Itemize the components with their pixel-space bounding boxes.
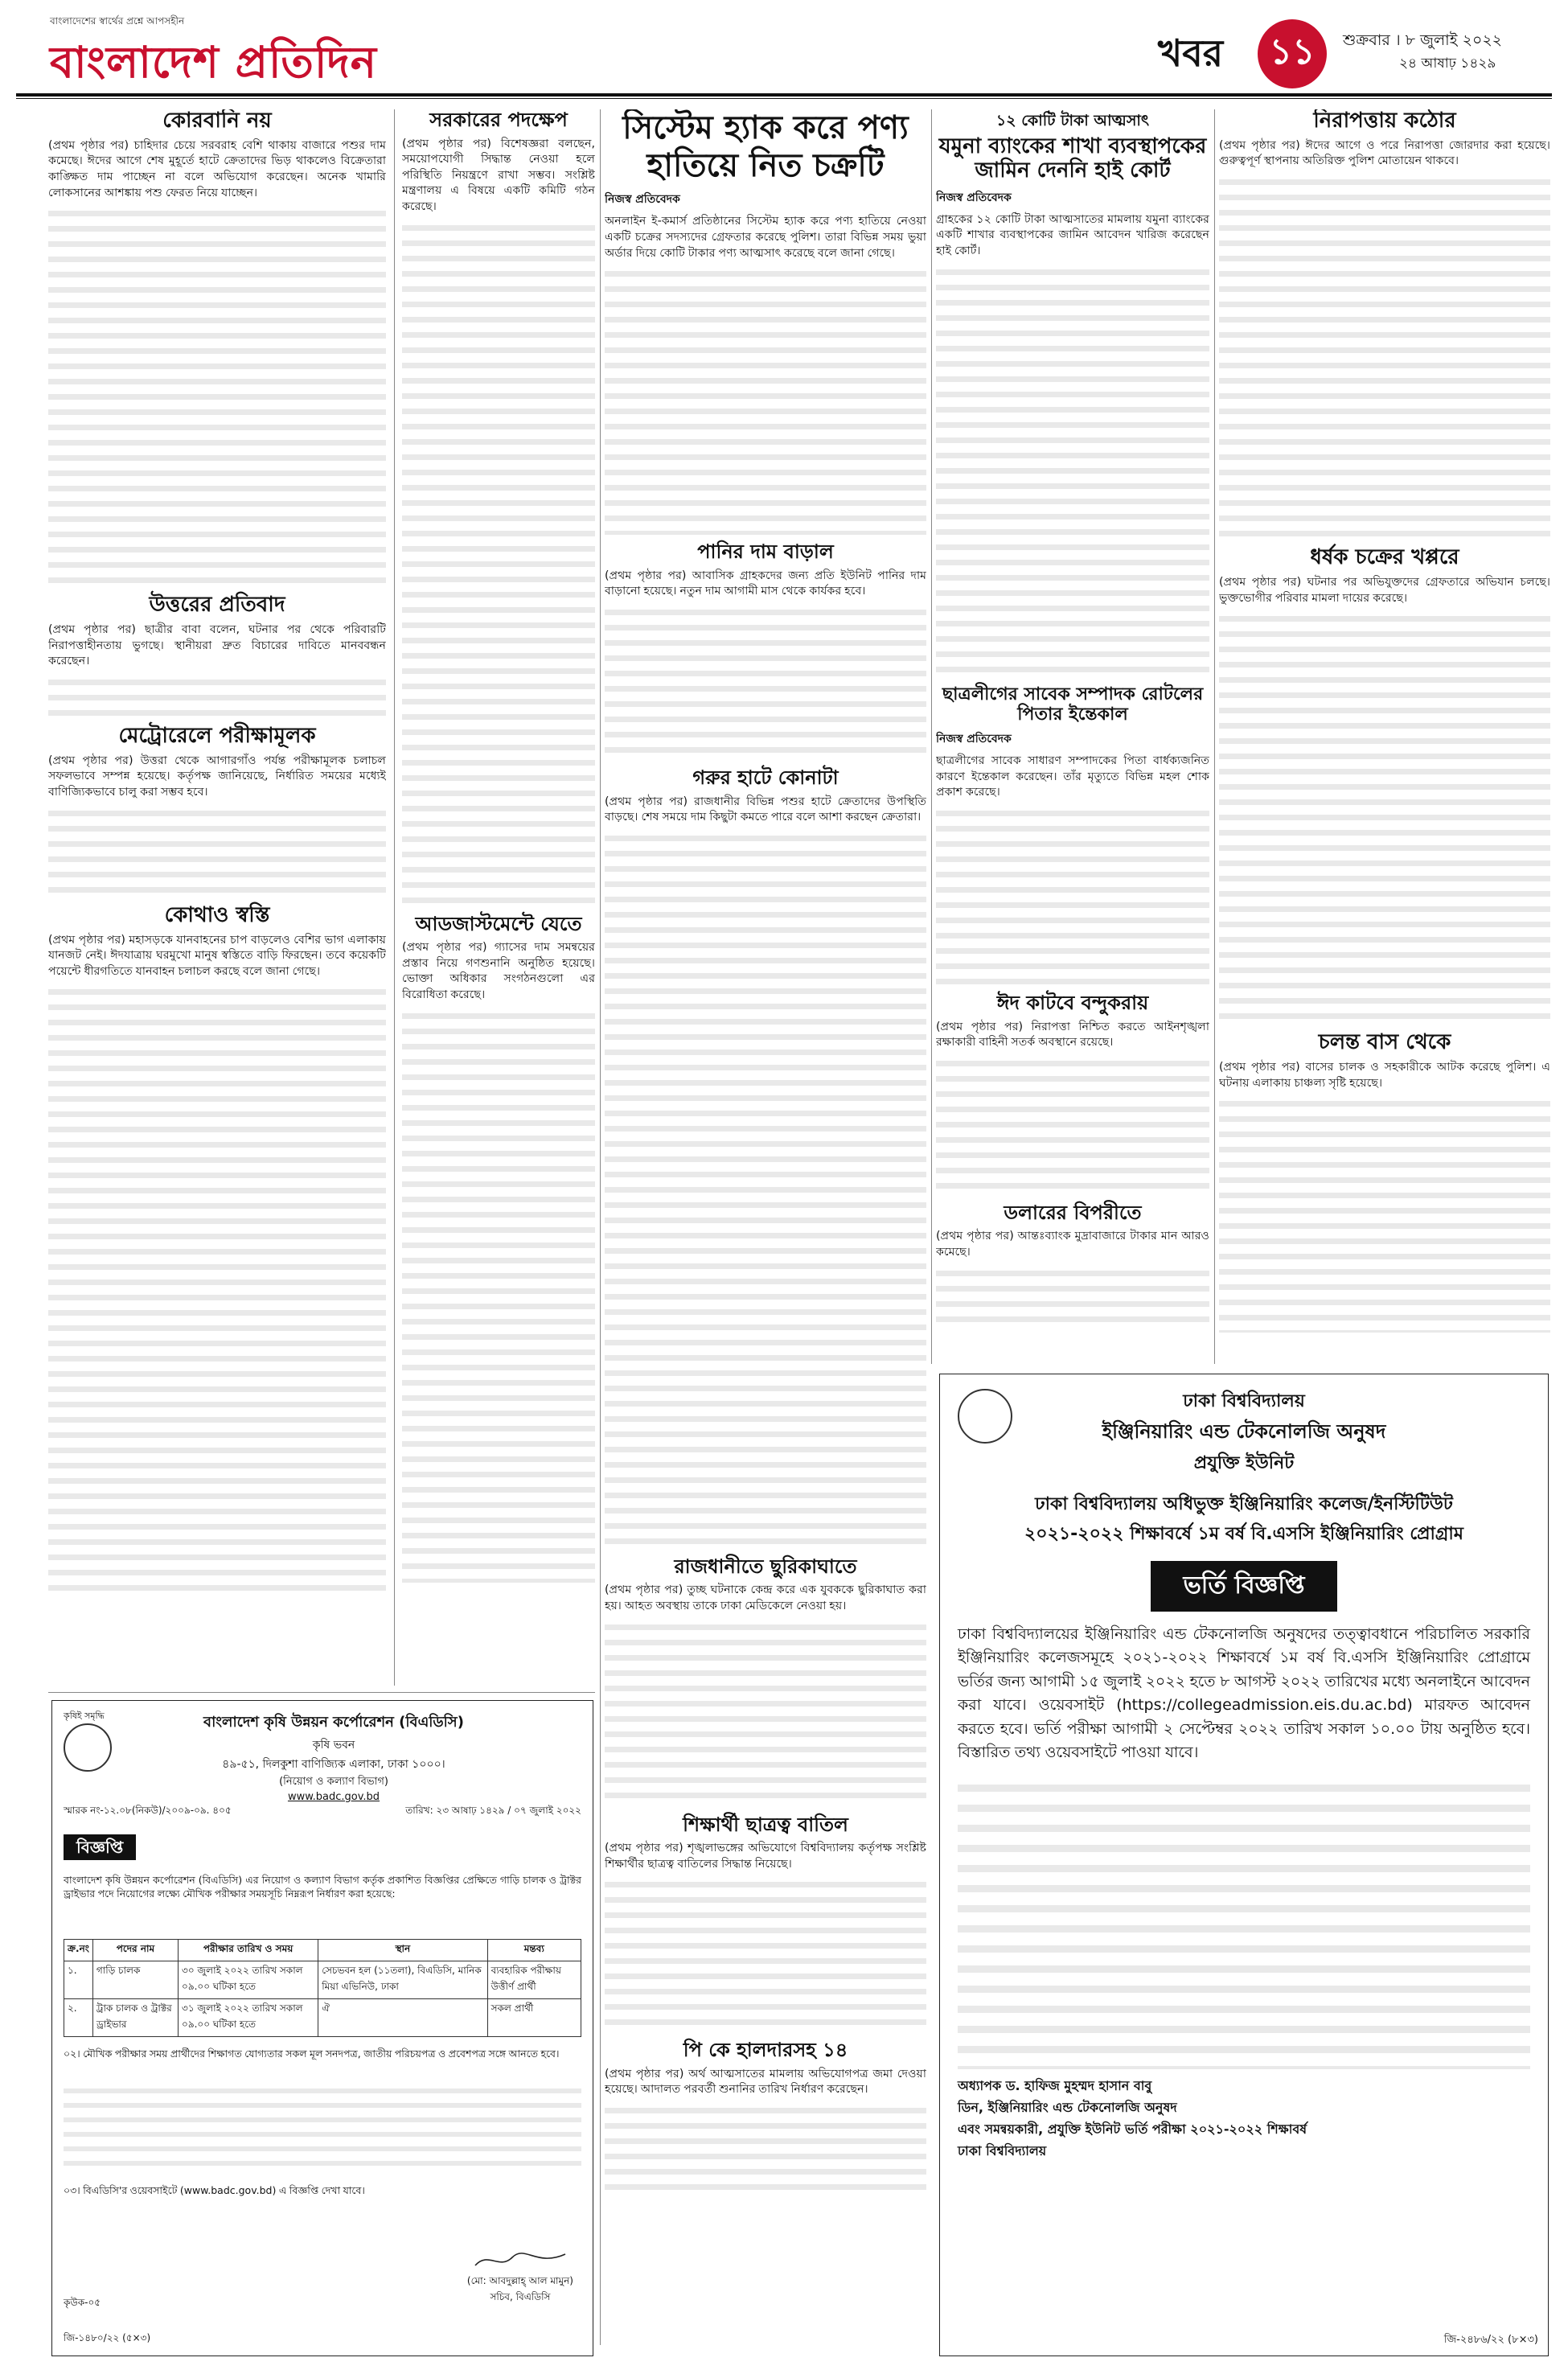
article-continuation	[605, 1615, 926, 1808]
article-headline[interactable]: ডলারের বিপরীতে	[1004, 1201, 1142, 1224]
badc-signature	[467, 2248, 573, 2306]
badc-notice-ad[interactable]	[51, 1700, 593, 2356]
badc-note: ০২। মৌখিক পরীক্ষার সময় প্রার্থীদের শিক্ষাগত যোগ্যতার সকল মূল সনদপত্র, জাতীয় পরিচয়পত্র ও প্রবেশপত্র সঙ্গে আনতে হবে।	[64, 2047, 560, 2060]
article-continuation	[1219, 170, 1550, 540]
ad-signer-title: ডিন, ইঞ্জিনিয়ারিং এন্ড টেকনোলজি অনুষদ	[958, 2099, 1177, 2115]
article-body: (প্রথম পৃষ্ঠার পর) চাহিদার চেয়ে সরবরাহ বেশি থাকায় বাজারে পশুর দাম কমেছে। ঈদের আগে শেষ মুহূর্তে হাটে ক্রেতাদের ভিড় থাকলেও বিক্রেতারা কাঙ্ক্ষিত দাম পাচ্ছেন না বলে অভিযোগ করেছেন। অনেক খামারি লোকসানের আশঙ্কায় পশু ফেরত নিয়ে যাচ্ছেন।	[48, 138, 386, 199]
article-continuation	[936, 1051, 1209, 1196]
article-headline[interactable]: ছাত্রলীগের সাবেক সম্পাদক রোটলের পিতার ইন্তেকাল	[942, 684, 1204, 725]
badc-schedule-table	[64, 1939, 581, 2037]
article-body: (প্রথম পৃষ্ঠার পর) শৃঙ্খলাভঙ্গের অভিযোগে বিশ্ববিদ্যালয় কর্তৃপক্ষ সংশ্লিষ্ট শিক্ষার্থীর ছাত্রত্ব বাতিলের সিদ্ধান্ত নিয়েছে।	[605, 1842, 926, 1871]
article-body: (প্রথম পৃষ্ঠার পর) বাসের চালক ও সহকারীকে আটক করেছে পুলিশ। এ ঘটনায় এলাকায় চাঞ্চল্য সৃষ্টি হয়েছে।	[1219, 1061, 1550, 1090]
article-body: (প্রথম পৃষ্ঠার পর) ছাত্রীর বাবা বলেন, ঘটনার পর থেকে পরিবারটি নিরাপত্তাহীনতায় ভুগছে। স্থানীয়রা দ্রুত বিচারের দাবিতে মানববন্ধন করেছেন।	[48, 623, 386, 668]
article-body: (প্রথম পৃষ্ঠার পর) আবাসিক গ্রাহকদের জন্য প্রতি ইউনিট পানির দাম বাড়ানো হয়েছে। নতুন দাম আগামী মাস থেকে কার্যকর হবে।	[605, 569, 926, 598]
masthead-rule-thin	[16, 98, 1552, 99]
logo-text: বাংলাদেশ প্রতিদিন	[50, 36, 377, 88]
column-divider	[600, 109, 601, 2345]
table-cell: ২.	[64, 1999, 93, 2037]
column-1	[48, 109, 386, 1686]
badc-address: ৪৯-৫১, দিলকুশা বাণিজ্যিক এলাকা, ঢাকা ১০০০।	[222, 1758, 445, 1771]
table-cell: ১.	[64, 1961, 93, 1999]
article-body: (প্রথম পৃষ্ঠার পর) আন্তঃব্যাংক মুদ্রাবাজারে টাকার মান আরও কমেছে।	[936, 1230, 1209, 1259]
table-header: পদের নাম	[92, 1940, 178, 1961]
article-headline[interactable]: পি কে হালদারসহ ১৪	[683, 2039, 848, 2062]
ad-signature-block	[940, 2076, 1548, 2162]
article-continuation	[1219, 1091, 1550, 1333]
article-body: ছাত্রলীগের সাবেক সাধারণ সম্পাদকের পিতা বার্ধক্যজনিত কারণে ইন্তেকাল করেছেন। তাঁর মৃত্যুতে বিভিন্ন মহল শোক প্রকাশ করেছে।	[936, 754, 1209, 799]
badc-title: বিজ্ঞপ্তি	[64, 1834, 136, 1860]
article-body: (প্রথম পৃষ্ঠার পর) তুচ্ছ ঘটনাকে কেন্দ্র করে এক যুবককে ছুরিকাঘাত করা হয়। আহত অবস্থায় তাকে ঢাকা মেডিকেলে নেওয়া হয়।	[605, 1583, 926, 1612]
reporter-byline: নিজস্ব প্রতিবেদক	[605, 193, 680, 207]
badc-header	[125, 1711, 543, 1803]
masthead-rule	[16, 93, 1552, 97]
section-divider	[48, 1692, 595, 1693]
section-name: খবর	[1158, 31, 1224, 75]
table-header: পরীক্ষার তারিখ ও সময়	[179, 1940, 318, 1961]
university-seal-icon	[958, 1389, 1012, 1444]
article-headline[interactable]: যমুনা ব্যাংকের শাখা ব্যবস্থাপকের জামিন দেননি হাই কোর্ট	[938, 134, 1207, 183]
table-cell: ব্যবহারিক পরীক্ষায় উত্তীর্ণ প্রার্থী	[487, 1961, 581, 1999]
article-headline[interactable]: কোরবানি নয়	[162, 109, 272, 133]
article-headline[interactable]: শিক্ষার্থী ছাত্রত্ব বাতিল	[683, 1813, 848, 1836]
ad-body-continuation	[958, 1772, 1530, 2069]
table-cell: ট্রাক চালক ও ট্রাক্টর ড্রাইভার	[92, 1999, 178, 2037]
article-body: (প্রথম পৃষ্ঠার পর) রাজধানীর বিভিন্ন পশুর হাটে ক্রেতাদের উপস্থিতি বাড়ছে। শেষ সময়ে দাম কিছুটা কমতে পারে বলে আশা করছেন ক্রেতারা।	[605, 795, 926, 824]
masthead	[16, 8, 1552, 97]
badc-logo-icon	[64, 1723, 112, 1772]
column-3	[605, 109, 926, 2345]
article-headline[interactable]: পানির দাম বাড়াল	[697, 540, 834, 564]
badc-dept: (নিয়োগ ও কল্যাণ বিভাগ)	[279, 1776, 388, 1788]
table-cell: সেচভবন হল (১১তলা), বিএডিসি, মানিক মিয়া এভিনিউ, ঢাকা	[318, 1961, 487, 1999]
article-body: (প্রথম পৃষ্ঠার পর) অর্থ আত্মসাতের মামলায় অভিযোগপত্র জমা দেওয়া হয়েছে। আদালত পরবর্তী শুনানির তারিখ নির্ধারণ করেছেন।	[605, 2067, 926, 2097]
badc-memo: স্মারক নং-১২.০৮(নিকউ)/২০০৯-০৯. ৪০৫	[64, 1805, 232, 1816]
article-headline[interactable]: রাজধানীতে ছুরিকাঘাতে	[674, 1555, 857, 1578]
table-cell: ঐ	[318, 1999, 487, 2037]
newspaper-logo[interactable]	[50, 14, 468, 88]
article-continuation	[605, 261, 926, 535]
badc-signer-title: সচিব, বিএডিসি	[490, 2291, 551, 2302]
article-body: (প্রথম পৃষ্ঠার পর) নিরাপত্তা নিশ্চিত করতে আইনশৃঙ্খলা রক্ষাকারী বাহিনী সতর্ক অবস্থানে রয়েছে।	[936, 1020, 1209, 1049]
ad-university: ঢাকা বিশ্ববিদ্যালয়	[1183, 1391, 1305, 1411]
article-headline[interactable]: ধর্ষক চক্রের খপ্পরে	[1310, 545, 1459, 570]
article-headline[interactable]: কোথাও স্বস্তি	[164, 902, 270, 927]
ad-unit: প্রযুক্তি ইউনিট	[1193, 1453, 1295, 1473]
article-continuation	[1219, 606, 1550, 1025]
badc-code-bottom: জি-১৪৮০/২২ (৫×৩)	[64, 2332, 151, 2343]
admission-notice-banner: ভর্তি বিজ্ঞপ্তি	[1151, 1561, 1336, 1612]
article-continuation	[402, 1004, 595, 1583]
reporter-byline: নিজস্ব প্রতিবেদক	[936, 733, 1012, 746]
table-cell: গাড়ি চালক	[92, 1961, 178, 1999]
du-admission-ad[interactable]	[939, 1374, 1549, 2356]
article-headline[interactable]: নিরাপত্তায় কঠোর	[1313, 109, 1456, 133]
article-continuation	[936, 1261, 1209, 1325]
badc-website-link[interactable]: www.badc.gov.bd	[287, 1791, 380, 1803]
article-continuation	[605, 826, 926, 1550]
table-header: মন্তব্য	[487, 1940, 581, 1961]
column-2	[402, 109, 595, 1686]
article-continuation	[48, 670, 386, 718]
article-headline[interactable]: সরকারের পদক্ষেপ	[429, 109, 568, 131]
article-continuation	[605, 1872, 926, 2033]
column-4	[936, 109, 1209, 1364]
article-continuation	[605, 600, 926, 761]
badc-signer: (মো: আবদুল্লাহ্ আল মামুন)	[466, 2275, 573, 2286]
ad-signer: অধ্যাপক ড. হাফিজ মুহম্মদ হাসান বাবু	[958, 2077, 1152, 2093]
article-continuation	[48, 801, 386, 897]
ad-faculty: ইঞ্জিনিয়ারিং এন্ড টেকনোলজি অনুষদ	[1102, 1420, 1386, 1443]
column-divider	[394, 109, 395, 1686]
reporter-byline: নিজস্ব প্রতিবেদক	[936, 191, 1012, 204]
logo-tagline: বাংলাদেশের স্বার্থের প্রশ্নে আপসহীন	[50, 15, 185, 27]
ad-code: জি-২৪৮৬/২২ (৮×৩)	[1443, 2334, 1538, 2346]
article-body: (প্রথম পৃষ্ঠার পর) গ্যাসের দাম সমন্বয়ের প্রস্তাব নিয়ে গণশুনানি অনুষ্ঠিত হয়েছে। ভোক্তা অধিকার সংগঠনগুলো এর বিরোধিতা করেছে।	[402, 941, 595, 1001]
article-body: (প্রথম পৃষ্ঠার পর) উত্তরা থেকে আগারগাঁও পর্যন্ত পরীক্ষামূলক চলাচল সফলভাবে সম্পন্ন হয়েছে। কর্তৃপক্ষ জানিয়েছে, নির্ধারিত সময়ের মধ্যেই বাণিজ্যিকভাবে চালু করা সম্ভব হবে।	[48, 754, 386, 799]
article-continuation	[48, 201, 386, 587]
ad-affiliation: ঢাকা বিশ্ববিদ্যালয় অধিভুক্ত ইঞ্জিনিয়ারিং কলেজ/ইনস্টিটিউট	[1035, 1494, 1453, 1514]
page-number-badge: ১১	[1258, 19, 1327, 88]
badc-note-continuation	[64, 2079, 581, 2175]
date-bangla: ২৪ আষাঢ় ১৪২৯	[1399, 55, 1496, 72]
article-continuation	[605, 2098, 926, 2195]
badc-code-left: কৃউক-০৫	[64, 2297, 101, 2308]
article-headline[interactable]: গরুর হাটে কোনাটা	[692, 766, 839, 789]
column-divider	[1214, 109, 1215, 1364]
badc-org: বাংলাদেশ কৃষি উন্নয়ন কর্পোরেশন (বিএডিসি)	[203, 1714, 464, 1731]
article-continuation	[936, 260, 1209, 678]
article-headline[interactable]: মেট্রোরেলে পরীক্ষামূলক	[118, 723, 316, 748]
ad-body: ঢাকা বিশ্ববিদ্যালয়ের ইঞ্জিনিয়ারিং এন্ড টেকনোলজি অনুষদের তত্ত্বাবধানে পরিচালিত সরকারি ইঞ্জিনিয়ারিং কলেজসমূহে ২০২১-২০২২ শিক্ষাবর্ষে ১ম বর্ষ বি.এসসি ইঞ্জিনিয়ারিং প্রোগ্রামে ভর্তির জন্য আগামী ১৫ জুলাই ২০২২ হতে ৮ আগস্ট ২০২২ তারিখের মধ্যে অনলাইনে আবেদন করা যাবে। ওয়েবসাইট (https://collegeadmission.eis.du.ac.bd) মারফত আবেদন করতে হবে। ভর্তি পরীক্ষা আগামী ২ সেপ্টেম্বর ২০২২ তারিখ সকাল ১০.০০ টায় অনুষ্ঠিত হবে। বিস্তারিত তথ্য ওয়েবসাইটে পাওয়া যাবে।	[958, 1625, 1530, 1762]
table-header: স্থান	[318, 1940, 487, 1961]
badc-intro: বাংলাদেশ কৃষি উন্নয়ন কর্পোরেশন (বিএডিসি) এর নিয়োগ ও কল্যাণ বিভাগ কর্তৃক প্রকাশিত বিজ্ঞপ্তির প্রেক্ষিতে গাড়ি চালক ও ট্রাক্টর ড্রাইভার পদে নিয়োগের লক্ষ্যে মৌখিক পরীক্ষার সময়সূচি নিম্নরূপ নির্ধারণ করা হয়েছে:	[64, 1874, 581, 1900]
article-headline[interactable]: ঈদ কাটবে বন্দুকরায়	[996, 991, 1149, 1014]
table-header: ক্র.নং	[64, 1940, 93, 1961]
article-headline[interactable]: চলন্ত বাস থেকে	[1318, 1030, 1451, 1055]
signature-icon	[472, 2248, 569, 2272]
column-5	[1219, 109, 1550, 1364]
table-cell: ৩০ জুলাই ২০২২ তারিখ সকাল ০৯.০০ ঘটিকা হতে	[179, 1961, 318, 1999]
article-continuation	[402, 216, 595, 907]
column-divider	[931, 109, 932, 1364]
date-gregorian: শুক্রবার । ৮ জুলাই ২০২২	[1343, 31, 1503, 49]
article-body: অনলাইন ই-কমার্স প্রতিষ্ঠানের সিস্টেম হ্যাক করে পণ্য হাতিয়ে নেওয়া একটি চক্রের সদস্যদের গ্রেফতার করেছে পুলিশ। তারা বিভিন্ন সময় ভুয়া অর্ডার দিয়ে কোটি টাকার পণ্য আত্মসাৎ করেছে বলে জানা গেছে।	[605, 215, 926, 260]
article-headline[interactable]: উত্তরের প্রতিবাদ	[149, 593, 285, 618]
table-cell: ৩১ জুলাই ২০২২ তারিখ সকাল ০৯.০০ ঘটিকা হতে	[179, 1999, 318, 2037]
table-row	[64, 1961, 581, 1999]
article-body: (প্রথম পৃষ্ঠার পর) মহাসড়কে যানবাহনের চাপ বাড়লেও বেশির ভাগ এলাকায় যানজট নেই। ঈদযাত্রায় ঘরমুখো মানুষ স্বস্তিতে বাড়ি ফিরছেন। তবে কয়েকটি পয়েন্টে ধীরগতিতে যানবাহন চলাচল করছে বলে জানা গেছে।	[48, 933, 386, 978]
badc-kicker: কৃষিই সমৃদ্ধি	[64, 1711, 105, 1721]
article-kicker: ১২ কোটি টাকা আত্মসাৎ	[995, 112, 1150, 129]
article-body: (প্রথম পৃষ্ঠার পর) বিশেষজ্ঞরা বলছেন, সময়োপযোগী সিদ্ধান্ত নেওয়া হলে পরিস্থিতি নিয়ন্ত্রণে রাখা সম্ভব। সংশ্লিষ্ট মন্ত্রণালয় এ বিষয়ে একটি কমিটি গঠন করেছে।	[402, 137, 595, 213]
ad-signer-role: এবং সমন্বয়কারী, প্রযুক্তি ইউনিট ভর্তি পরীক্ষা ২০২১-২০২২ শিক্ষাবর্ষ	[958, 2121, 1307, 2137]
badc-title-wrap	[64, 1836, 136, 1863]
badc-date: তারিখ: ২৩ আষাঢ় ১৪২৯ / ০৭ জুলাই ২০২২	[405, 1805, 581, 1816]
article-continuation	[936, 801, 1209, 986]
ad-program: ২০২১-২০২২ শিক্ষাবর্ষে ১ম বর্ষ বি.এসসি ইঞ্জিনিয়ারিং প্রোগ্রাম	[1024, 1524, 1464, 1544]
table-row	[64, 1999, 581, 2037]
badc-sub: কৃষি ভবন	[312, 1739, 355, 1752]
article-body: গ্রাহকের ১২ কোটি টাকা আত্মসাতের মামলায় যমুনা ব্যাংকের একটি শাখার ব্যবস্থাপকের জামিন আবেদন খারিজ করেছেন হাই কোর্ট।	[936, 212, 1209, 257]
ad-signer-org: ঢাকা বিশ্ববিদ্যালয়	[958, 2142, 1047, 2158]
article-body: (প্রথম পৃষ্ঠার পর) ঈদের আগে ও পরে নিরাপত্তা জোরদার করা হয়েছে। গুরুত্বপূর্ণ স্থাপনায় অতিরিক্ত পুলিশ মোতায়েন থাকবে।	[1219, 138, 1550, 168]
article-body: (প্রথম পৃষ্ঠার পর) ঘটনার পর অভিযুক্তদের গ্রেফতারে অভিযান চলছে। ভুক্তভোগীর পরিবার মামলা দায়ের করেছে।	[1219, 575, 1550, 605]
lead-headline[interactable]: সিস্টেম হ্যাক করে পণ্য হাতিয়ে নিত চক্রটি	[622, 109, 909, 185]
article-continuation	[48, 980, 386, 1591]
article-headline[interactable]: আডজাস্টমেন্টে যেতে	[415, 912, 582, 935]
table-cell: সকল প্রার্থী	[487, 1999, 581, 2037]
badc-note: ০৩। বিএডিসি'র ওয়েবসাইটে (www.badc.gov.bd) এ বিজ্ঞপ্তি দেখা যাবে।	[64, 2184, 365, 2196]
